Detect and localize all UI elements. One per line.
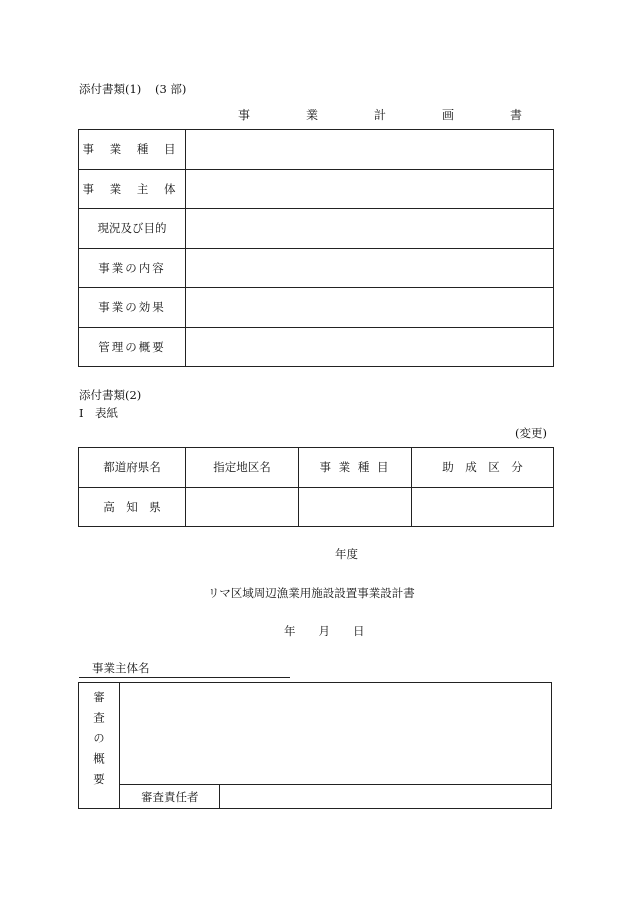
attachment-2-heading: 添付書類(2): [79, 388, 142, 402]
cover-table: [78, 447, 554, 527]
review-overview-content[interactable]: [120, 683, 551, 784]
row-label-business-entity: 事 業 主 体: [79, 169, 186, 209]
status-purpose-value[interactable]: [186, 209, 554, 249]
designated-area-value[interactable]: [186, 487, 299, 527]
prefecture-value: 高 知 県: [79, 487, 186, 527]
header-subsidy-category: 助 成 区 分: [412, 448, 554, 488]
business-entity-value[interactable]: [186, 169, 554, 209]
review-overview-label-container: [79, 691, 119, 794]
business-content-value[interactable]: [186, 248, 554, 288]
header-prefecture: 都道府県名: [79, 448, 186, 488]
business-effect-value[interactable]: [186, 288, 554, 328]
reviewer-value[interactable]: [220, 785, 551, 808]
row-label-business-content: 事業の内容: [79, 248, 186, 288]
header-business-type: 事 業 種 目: [299, 448, 412, 488]
reviewer-label: 審査責任者: [141, 790, 199, 804]
table-row: [79, 487, 554, 527]
row-label-business-effect: 事業の効果: [79, 288, 186, 328]
management-overview-value[interactable]: [186, 327, 554, 367]
design-document-title: リマ区域周辺漁業用施設設置事業設計書: [208, 586, 415, 600]
table-row: [79, 248, 554, 288]
date-line: 年 月 日: [284, 624, 365, 638]
business-entity-name-label: 事業主体名: [92, 661, 150, 675]
attachment-1-heading: [79, 81, 186, 97]
copies-note: (3 部): [154, 82, 187, 96]
table-row: [79, 327, 554, 367]
review-overview-label: 審査の概要: [92, 691, 106, 794]
table-row: [79, 169, 554, 209]
business-plan-table: [78, 129, 554, 367]
business-entity-name-field[interactable]: [79, 660, 290, 678]
header-designated-area: 指定地区名: [186, 448, 299, 488]
table-row: [79, 209, 554, 249]
subsidy-category-value[interactable]: [412, 487, 554, 527]
review-box: [78, 682, 552, 809]
change-note: (変更): [515, 426, 547, 440]
business-type-cell[interactable]: [299, 487, 412, 527]
row-label-business-type: 事 業 種 目: [79, 130, 186, 170]
table-row: [79, 130, 554, 170]
attachment-1-label: 添付書類(1): [79, 82, 142, 96]
fiscal-year-label: 年度: [335, 547, 358, 561]
row-label-management-overview: 管理の概要: [79, 327, 186, 367]
table-row: [79, 448, 554, 488]
table-row: [79, 288, 554, 328]
row-label-status-purpose: 現況及び目的: [79, 209, 186, 249]
business-plan-title: 事 業 計 画 書: [238, 108, 545, 122]
cover-section-label: Ⅰ 表紙: [79, 406, 119, 420]
business-type-value[interactable]: [186, 130, 554, 170]
